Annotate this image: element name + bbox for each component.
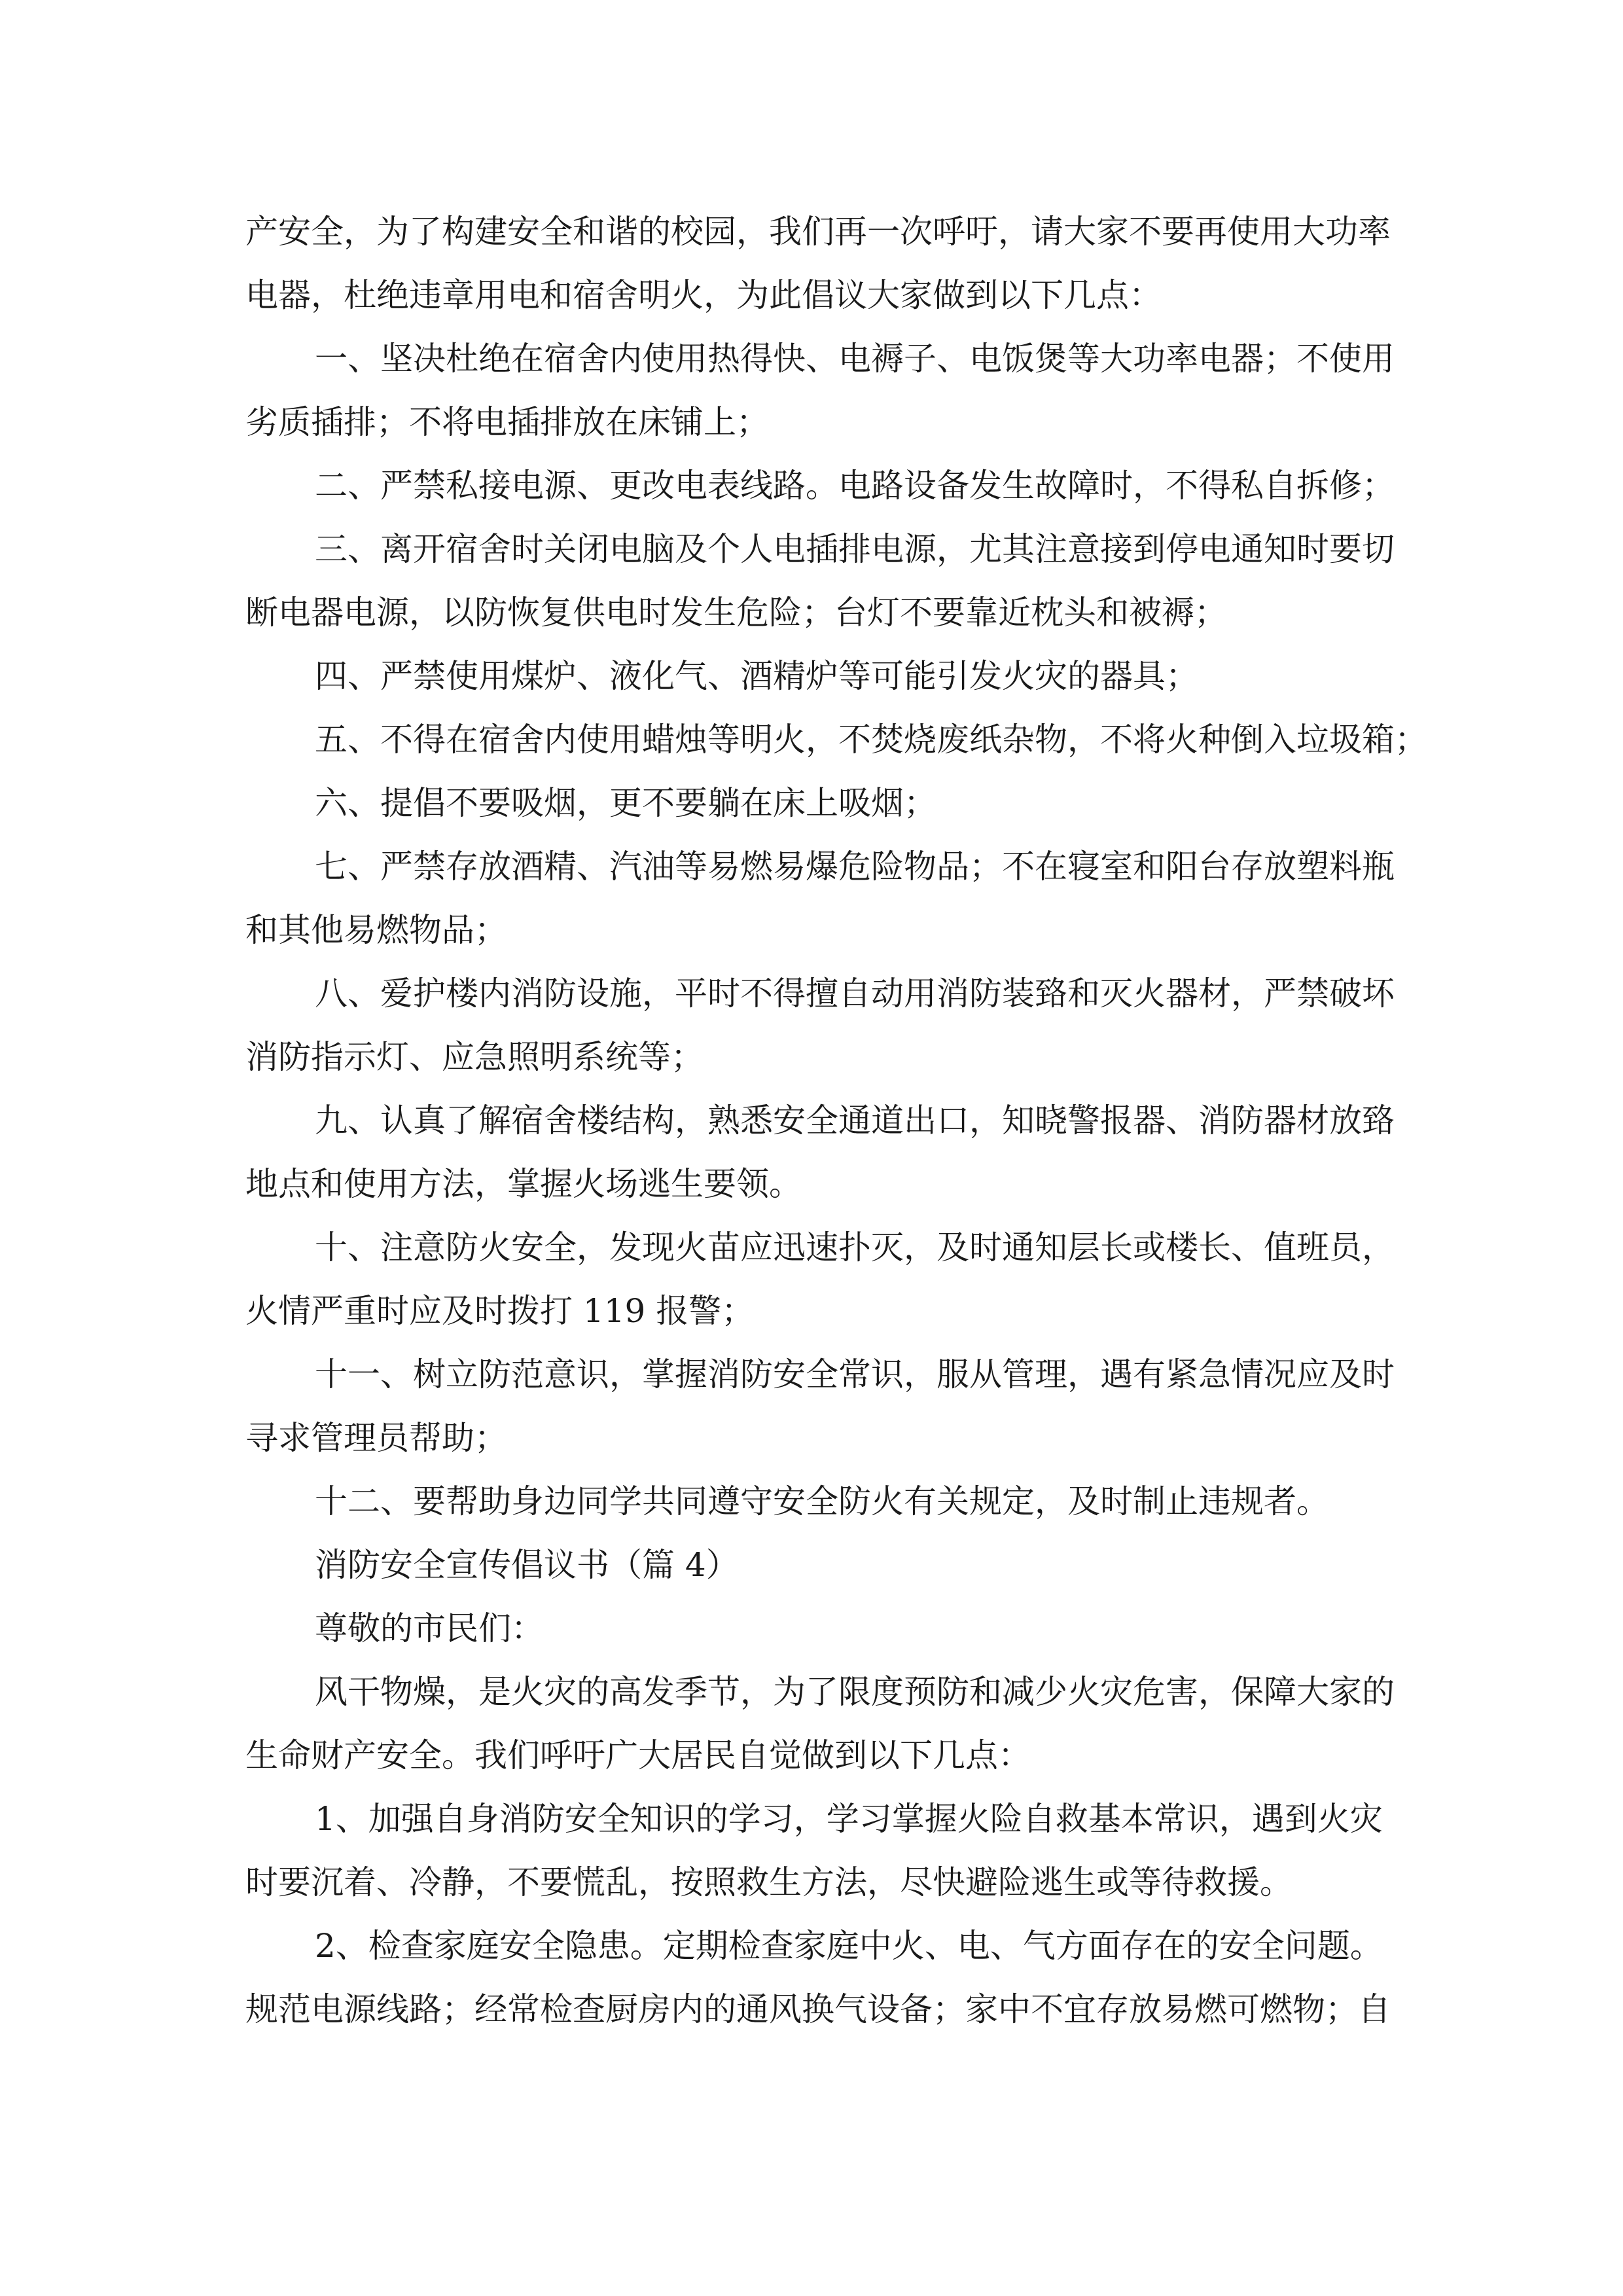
paragraph-item-12 <box>245 1470 1378 1534</box>
paragraph-item-4 <box>245 645 1378 708</box>
paragraph-intro-2 <box>245 1660 1395 1787</box>
text-line: 一、坚决杜绝在宿舍内使用热得快、电褥子、电饭煲等大功率电器；不使用 <box>315 340 1395 378</box>
document-body <box>245 200 1427 2041</box>
paragraph-item-3 <box>245 518 1395 645</box>
text-line: 尊敬的市民们： <box>315 1609 544 1647</box>
paragraph-item-6 <box>245 772 1378 835</box>
text-line: 二、严禁私接电源、更改电表线路。电路设备发生故障时，不得私自拆修； <box>315 467 1395 505</box>
paragraph-item-1 <box>245 327 1395 454</box>
paragraph-item-5 <box>245 708 1427 772</box>
paragraph-item-7 <box>245 835 1395 962</box>
paragraph-item-9 <box>245 1089 1395 1216</box>
paragraph-item-8 <box>245 962 1395 1089</box>
text-line: 三、离开宿舍时关闭电脑及个人电插排电源，尤其注意接到停电通知时要切 <box>315 530 1395 568</box>
text-line: 劣质插排；不将电插排放在床铺上； <box>245 403 769 441</box>
text-line: 地点和使用方法，掌握火场逃生要领。 <box>245 1165 802 1203</box>
paragraph-item-11 <box>245 1343 1395 1470</box>
text-line: 七、严禁存放酒精、汽油等易燃易爆危险物品；不在寝室和阳台存放塑料瓶 <box>315 848 1395 886</box>
text-line: 规范电源线路；经常检查厨房内的通风换气设备；家中不宜存放易燃可燃物；自 <box>245 1990 1391 2028</box>
paragraph-item-2 <box>245 454 1395 518</box>
text-line: 寻求管理员帮助； <box>245 1419 507 1457</box>
paragraph-intro-continued <box>245 200 1391 327</box>
text-line: 1、加强自身消防安全知识的学习，学习掌握火险自救基本常识，遇到火灾 <box>315 1800 1383 1838</box>
salutation <box>245 1597 1378 1660</box>
text-line: 五、不得在宿舍内使用蜡烛等明火，不焚烧废纸杂物，不将火种倒入垃圾箱； <box>315 721 1427 759</box>
text-line: 2、检查家庭安全隐患。定期检查家庭中火、电、气方面存在的安全问题。 <box>315 1927 1383 1965</box>
text-line: 时要沉着、冷静，不要慌乱，按照救生方法，尽快避险逃生或等待救援。 <box>245 1863 1293 1901</box>
paragraph-item-10 <box>245 1216 1395 1343</box>
text-line: 六、提倡不要吸烟，更不要躺在床上吸烟； <box>315 784 936 822</box>
text-line: 火情严重时应及时拨打 119 报警； <box>245 1292 755 1330</box>
text-line: 和其他易燃物品； <box>245 911 507 949</box>
text-line: 生命财产安全。我们呼吁广大居民自觉做到以下几点： <box>245 1736 1031 1774</box>
text-line: 八、爱护楼内消防设施，平时不得擅自动用消防装臵和灭火器材，严禁破坏 <box>315 975 1395 1013</box>
text-line: 十、注意防火安全，发现火苗应迅速扑灭，及时通知层长或楼长、值班员， <box>315 1229 1395 1266</box>
text-line: 四、严禁使用煤炉、液化气、酒精炉等可能引发火灾的器具； <box>315 657 1198 695</box>
text-line: 断电器电源，以防恢复供电时发生危险；台灯不要靠近枕头和被褥； <box>245 594 1227 632</box>
text-line: 十二、要帮助身边同学共同遵守安全防火有关规定，及时制止违规者。 <box>315 1482 1329 1520</box>
text-line: 风干物燥，是火灾的高发季节，为了限度预防和减少火灾危害，保障大家的 <box>315 1673 1395 1711</box>
paragraph-point-1 <box>245 1787 1383 1914</box>
text-line: 十一、树立防范意识，掌握消防安全常识，服从管理，遇有紧急情况应及时 <box>315 1355 1395 1393</box>
text-line: 电器，杜绝违章用电和宿舍明火，为此倡议大家做到以下几点： <box>245 276 1162 314</box>
section-title: 消防安全宣传倡议书（篇 4） <box>315 1546 739 1584</box>
text-line: 产安全，为了构建安全和谐的校园，我们再一次呼吁，请大家不要再使用大功率 <box>245 213 1391 251</box>
text-line: 消防指示灯、应急照明系统等； <box>245 1038 704 1076</box>
paragraph-point-2 <box>245 1914 1391 2041</box>
text-line: 九、认真了解宿舍楼结构，熟悉安全通道出口，知晓警报器、消防器材放臵 <box>315 1102 1395 1139</box>
section-heading <box>245 1534 1378 1597</box>
